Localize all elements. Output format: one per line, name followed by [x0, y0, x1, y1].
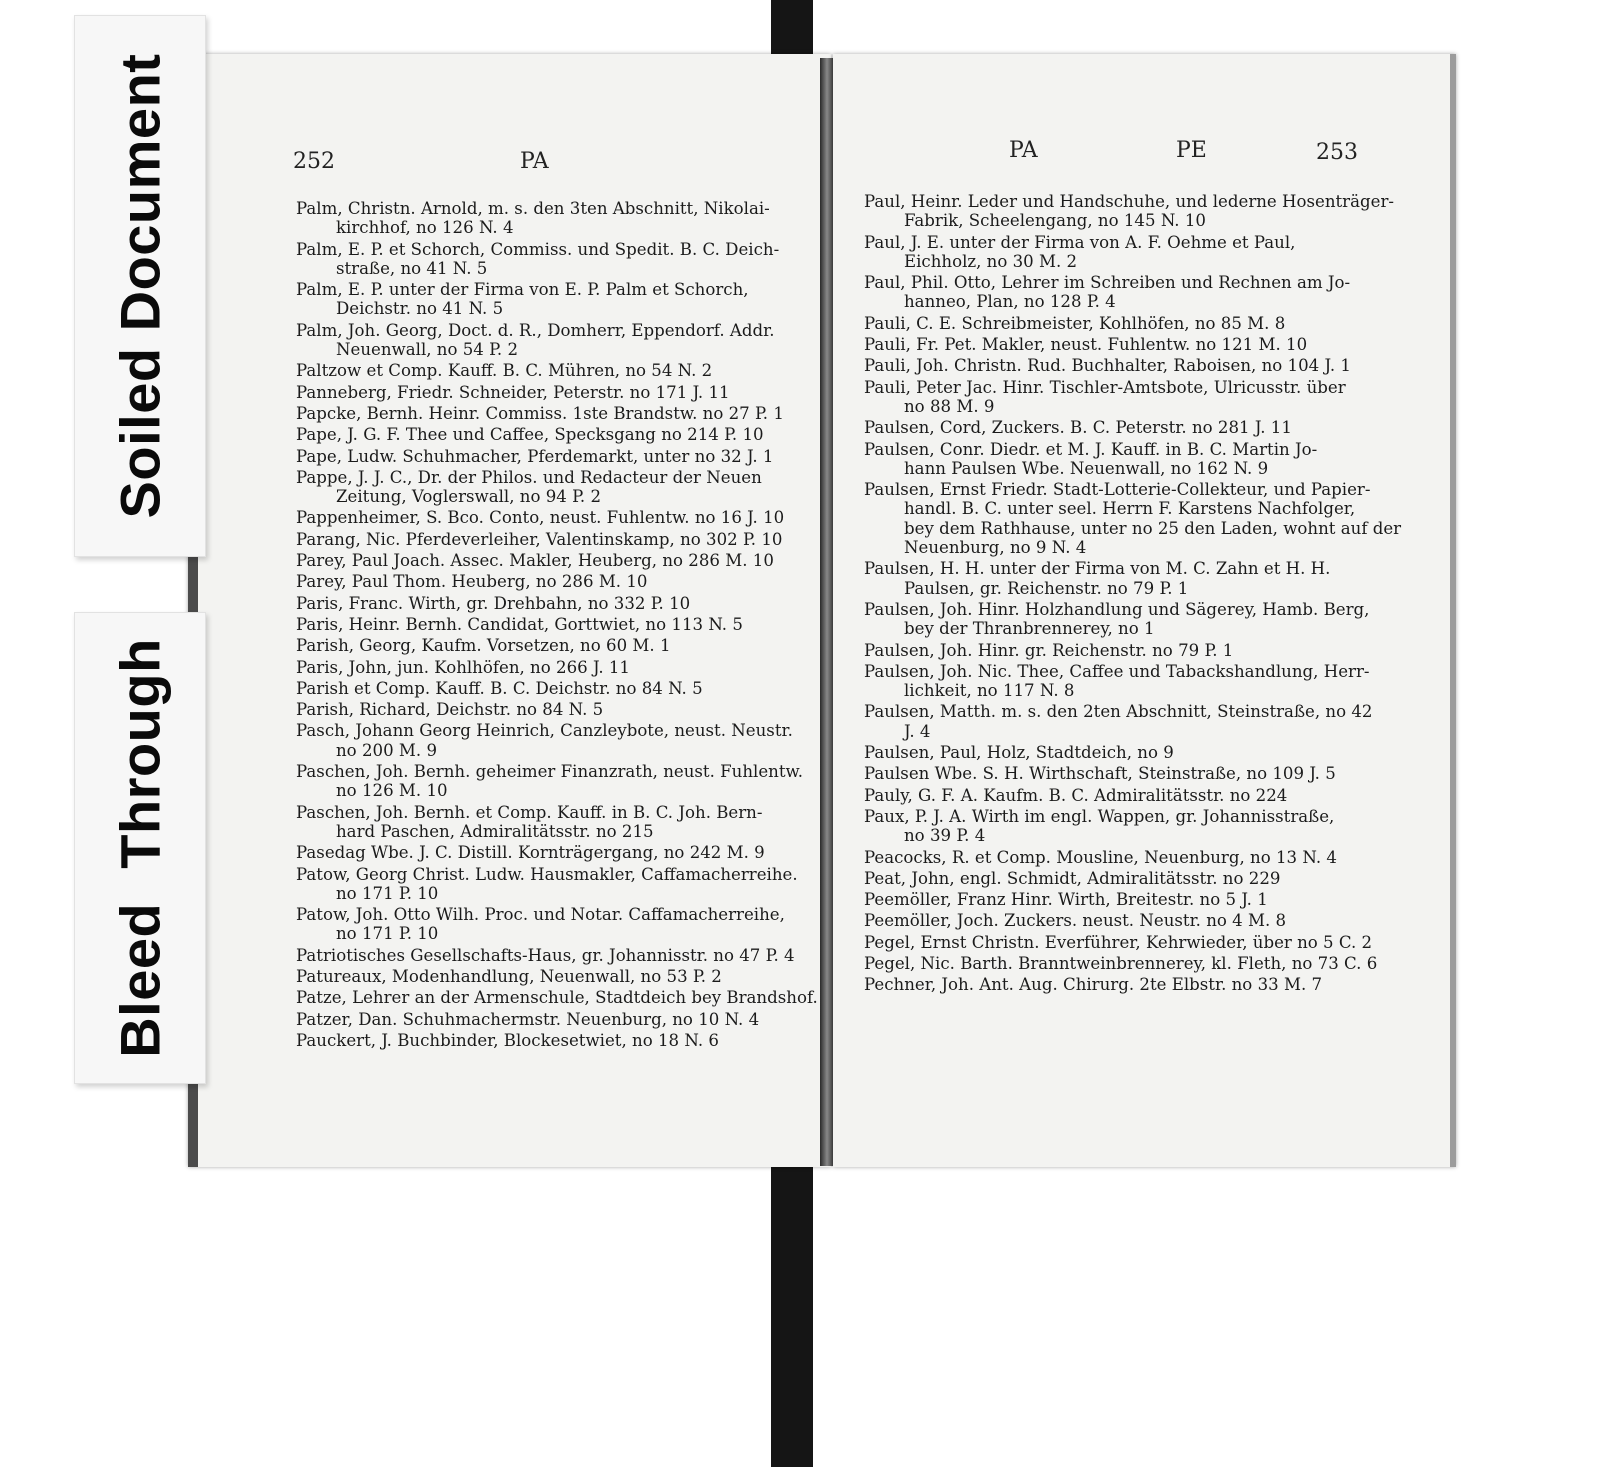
directory-entry	[864, 954, 1384, 973]
entry-text: Pappenheimer, S. Bco. Conto, neust. Fuhlentw. no 16 J. 10	[296, 508, 785, 528]
entry-text: Paschen, Joh. Bernh. geheimer Finanzrath, neust. Fuhlentw.	[296, 762, 803, 782]
directory-entry	[296, 615, 806, 634]
entry-continuation: kirchhof, no 126 N. 4	[336, 218, 514, 238]
left-page	[188, 54, 831, 1167]
entry-text: Papcke, Bernh. Heinr. Commiss. 1ste Brandstw. no 27 P. 1	[296, 403, 784, 423]
entry-continuation: bey dem Rathhause, unter no 25 den Laden, wohnt auf der	[904, 518, 1402, 538]
directory-entry	[864, 335, 1384, 354]
directory-entry	[864, 869, 1384, 888]
entry-continuation: straße, no 41 N. 5	[336, 258, 488, 278]
binding-strip-bottom	[771, 1160, 813, 1467]
entry-continuation: no 126 M. 10	[336, 781, 448, 801]
entry-text: Parang, Nic. Pferdeverleiher, Valentinskamp, no 302 P. 10	[296, 529, 783, 549]
entry-continuation: Eichholz, no 30 M. 2	[904, 251, 1078, 271]
entry-text: Paulsen, Joh. Hinr. Holzhandlung und Sägerey, Hamb. Berg,	[864, 599, 1370, 619]
left-entry-list	[296, 199, 818, 1052]
directory-entry	[296, 700, 806, 719]
right-page-heading-right: PE	[1176, 138, 1207, 163]
directory-entry	[296, 383, 806, 402]
directory-entry	[296, 803, 806, 842]
directory-entry	[296, 468, 806, 507]
soiled-document-tab	[74, 15, 206, 557]
entry-continuation: no 88 M. 9	[904, 396, 995, 416]
directory-entry	[296, 967, 806, 986]
directory-entry	[864, 764, 1384, 783]
directory-entry	[864, 911, 1384, 930]
directory-entry	[864, 356, 1384, 375]
entry-continuation: no 200 M. 9	[336, 740, 437, 760]
directory-entry	[296, 843, 806, 862]
directory-entry	[864, 559, 1384, 598]
entry-text: Palm, Joh. Georg, Doct. d. R., Domherr, Eppendorf. Addr.	[296, 320, 775, 340]
directory-entry	[296, 1031, 806, 1050]
directory-entry	[296, 946, 806, 965]
entry-text: Patzer, Dan. Schuhmachermstr. Neuenburg, no 10 N. 4	[296, 1009, 760, 1029]
entry-text: Paul, J. E. unter der Firma von A. F. Oehme et Paul,	[864, 232, 1296, 252]
entry-continuation: Neuenburg, no 9 N. 4	[904, 538, 1087, 558]
entry-continuation: hann Paulsen Wbe. Neuenwall, no 162 N. 9	[904, 458, 1269, 478]
entry-text: Paux, P. J. A. Wirth im engl. Wappen, gr. Johannisstraße,	[864, 806, 1335, 826]
directory-entry	[864, 807, 1384, 846]
entry-text: Paschen, Joh. Bernh. et Comp. Kauff. in B. C. Joh. Bern-	[296, 802, 763, 822]
entry-text: Paulsen, H. H. unter der Firma von M. C. Zahn et H. H.	[864, 559, 1331, 579]
directory-entry	[864, 418, 1384, 437]
entry-continuation: no 171 P. 10	[336, 883, 439, 903]
entry-text: Patriotisches Gesellschafts-Haus, gr. Johannisstr. no 47 P. 4	[296, 945, 795, 965]
directory-entry	[864, 641, 1384, 660]
directory-entry	[296, 447, 806, 466]
right-entry-list	[864, 192, 1402, 997]
entry-continuation: Paulsen, gr. Reichenstr. no 79 P. 1	[904, 578, 1189, 598]
entry-text: Panneberg, Friedr. Schneider, Peterstr. no 171 J. 11	[296, 382, 730, 402]
entry-text: Parey, Paul Joach. Assec. Makler, Heuberg, no 286 M. 10	[296, 551, 774, 571]
entry-text: Paris, Franc. Wirth, gr. Drehbahn, no 332 P. 10	[296, 593, 691, 613]
directory-entry	[864, 314, 1384, 333]
right-page	[833, 54, 1456, 1167]
right-page-number: 253	[1316, 140, 1358, 165]
bleed-through-tab	[74, 612, 206, 1084]
entry-text: Paulsen, Joh. Hinr. gr. Reichenstr. no 79 P. 1	[864, 640, 1234, 660]
entry-continuation: Zeitung, Voglerswall, no 94 P. 2	[336, 487, 602, 507]
entry-continuation: Neuenwall, no 54 P. 2	[336, 340, 519, 360]
book-gutter	[820, 58, 834, 1166]
directory-entry	[296, 988, 818, 1008]
entry-text: Palm, E. P. unter der Firma von E. P. Palm et Schorch,	[296, 280, 749, 300]
entry-text: Paulsen, Paul, Holz, Stadtdeich, no 9	[864, 743, 1174, 763]
directory-entry	[864, 192, 1394, 231]
directory-entry	[864, 743, 1384, 762]
entry-text: Paris, John, jun. Kohlhöfen, no 266 J. 11	[296, 657, 630, 677]
left-page-number: 252	[293, 149, 335, 174]
directory-entry	[864, 440, 1384, 479]
entry-text: Pauli, Fr. Pet. Makler, neust. Fuhlentw. no 121 M. 10	[864, 335, 1308, 355]
entry-text: Patureaux, Modenhandlung, Neuenwall, no 53 P. 2	[296, 966, 722, 986]
entry-text: Pape, Ludw. Schuhmacher, Pferdemarkt, unter no 32 J. 1	[296, 446, 774, 466]
entry-text: Paris, Heinr. Bernh. Candidat, Gorttwiet, no 113 N. 5	[296, 614, 743, 634]
directory-entry	[296, 636, 806, 655]
entry-text: Peemöller, Franz Hinr. Wirth, Breitestr. no 5 J. 1	[864, 890, 1268, 910]
entry-text: Patow, Joh. Otto Wilh. Proc. und Notar. Caffamacherreihe,	[296, 905, 785, 925]
entry-continuation: no 39 P. 4	[904, 826, 986, 846]
entry-continuation: Fabrik, Scheelengang, no 145 N. 10	[904, 211, 1206, 231]
entry-text: Paulsen, Ernst Friedr. Stadt-Lotterie-Collekteur, und Papier-	[864, 480, 1371, 500]
directory-entry	[296, 361, 806, 380]
entry-continuation: Deichstr. no 41 N. 5	[336, 299, 504, 319]
directory-entry	[296, 572, 806, 591]
entry-text: Parey, Paul Thom. Heuberg, no 286 M. 10	[296, 572, 648, 592]
entry-text: Peacocks, R. et Comp. Mousline, Neuenburg, no 13 N. 4	[864, 847, 1337, 867]
entry-text: Pauli, Peter Jac. Hinr. Tischler-Amtsbote, Ulricusstr. über	[864, 377, 1346, 397]
directory-entry	[296, 425, 806, 444]
entry-text: Pauly, G. F. A. Kaufm. B. C. Admiralitätsstr. no 224	[864, 785, 1288, 805]
soiled-document-label: Soiled Document	[108, 53, 172, 519]
directory-entry	[296, 530, 806, 549]
entry-continuation: J. 4	[904, 721, 931, 741]
directory-entry	[864, 848, 1384, 867]
directory-entry	[296, 321, 806, 360]
entry-continuation: hard Paschen, Admiralitätsstr. no 215	[336, 821, 654, 841]
entry-text: Pegel, Ernst Christn. Everführer, Kehrwieder, über no 5 C. 2	[864, 932, 1373, 952]
directory-entry	[296, 721, 806, 760]
entry-text: Peemöller, Joch. Zuckers. neust. Neustr. no 4 M. 8	[864, 911, 1287, 931]
entry-text: Pauckert, J. Buchbinder, Blockesetwiet, no 18 N. 6	[296, 1030, 719, 1050]
entry-continuation: bey der Thranbrennerey, no 1	[904, 619, 1155, 639]
entry-continuation: no 171 P. 10	[336, 924, 439, 944]
entry-text: Pasedag Wbe. J. C. Distill. Kornträgergang, no 242 M. 9	[296, 843, 765, 863]
directory-entry	[296, 1010, 806, 1029]
directory-entry	[864, 662, 1384, 701]
directory-entry	[864, 786, 1384, 805]
directory-entry	[864, 702, 1384, 741]
entry-text: Paul, Phil. Otto, Lehrer im Schreiben und Rechnen am Jo-	[864, 273, 1351, 293]
directory-entry	[864, 600, 1384, 639]
left-page-heading: PA	[520, 149, 549, 174]
directory-entry	[296, 404, 806, 423]
entry-continuation: hanneo, Plan, no 128 P. 4	[904, 292, 1116, 312]
right-page-heading-left: PA	[1009, 138, 1038, 163]
entry-text: Patow, Georg Christ. Ludw. Hausmakler, Caffamacherreihe.	[296, 864, 798, 884]
directory-entry	[296, 679, 806, 698]
entry-text: Pasch, Johann Georg Heinrich, Canzleybote, neust. Neustr.	[296, 721, 793, 741]
entry-text: Paulsen, Matth. m. s. den 2ten Abschnitt, Steinstraße, no 42	[864, 702, 1373, 722]
directory-entry	[296, 551, 806, 570]
directory-entry	[296, 280, 806, 319]
directory-entry	[296, 762, 806, 801]
entry-text: Parish et Comp. Kauff. B. C. Deichstr. no 84 N. 5	[296, 678, 703, 698]
entry-text: Palm, Christn. Arnold, m. s. den 3ten Abschnitt, Nikolai-	[296, 199, 770, 218]
entry-text: Palm, E. P. et Schorch, Commiss. und Spedit. B. C. Deich-	[296, 239, 780, 259]
directory-entry	[296, 658, 806, 677]
entry-text: Parish, Georg, Kaufm. Vorsetzen, no 60 M. 1	[296, 636, 671, 656]
directory-entry	[296, 594, 806, 613]
directory-entry	[864, 378, 1384, 417]
entry-text: Paulsen Wbe. S. H. Wirthschaft, Steinstraße, no 109 J. 5	[864, 764, 1336, 784]
entry-text: Pauli, Joh. Christn. Rud. Buchhalter, Raboisen, no 104 J. 1	[864, 356, 1351, 376]
directory-entry	[864, 233, 1384, 272]
bleed-through-label: Bleed Through	[108, 638, 172, 1058]
entry-text: Paul, Heinr. Leder und Handschuhe, und lederne Hosenträger-	[864, 192, 1394, 211]
directory-entry	[296, 199, 806, 238]
directory-entry	[296, 905, 806, 944]
entry-text: Paulsen, Conr. Diedr. et M. J. Kauff. in B. C. Martin Jo-	[864, 439, 1318, 459]
directory-entry	[864, 273, 1384, 312]
entry-text: Paltzow et Comp. Kauff. B. C. Mühren, no 54 N. 2	[296, 361, 713, 381]
directory-entry	[864, 933, 1384, 952]
directory-entry	[864, 480, 1402, 558]
directory-entry	[864, 890, 1384, 909]
entry-continuation: lichkeit, no 117 N. 8	[904, 681, 1075, 701]
directory-entry	[296, 240, 806, 279]
directory-entry	[296, 865, 806, 904]
entry-continuation: handl. B. C. unter seel. Herrn F. Karstens Nachfolger,	[904, 499, 1356, 519]
entry-text: Pegel, Nic. Barth. Branntweinbrennerey, kl. Fleth, no 73 C. 6	[864, 953, 1378, 973]
entry-text: Peat, John, engl. Schmidt, Admiralitätsstr. no 229	[864, 868, 1281, 888]
entry-text: Pechner, Joh. Ant. Aug. Chirurg. 2te Elbstr. no 33 M. 7	[864, 975, 1323, 995]
entry-text: Pappe, J. J. C., Dr. der Philos. und Redacteur der Neuen	[296, 467, 762, 487]
directory-entry	[296, 508, 806, 527]
entry-text: Patze, Lehrer an der Armenschule, Stadtdeich bey Brandshof.	[296, 988, 818, 1008]
entry-text: Parish, Richard, Deichstr. no 84 N. 5	[296, 700, 604, 720]
entry-text: Pauli, C. E. Schreibmeister, Kohlhöfen, no 85 M. 8	[864, 313, 1286, 333]
entry-text: Paulsen, Cord, Zuckers. B. C. Peterstr. no 281 J. 11	[864, 418, 1292, 438]
directory-entry	[864, 975, 1384, 994]
entry-text: Paulsen, Joh. Nic. Thee, Caffee und Tabackshandlung, Herr-	[864, 661, 1370, 681]
entry-text: Pape, J. G. F. Thee und Caffee, Specksgang no 214 P. 10	[296, 425, 764, 445]
